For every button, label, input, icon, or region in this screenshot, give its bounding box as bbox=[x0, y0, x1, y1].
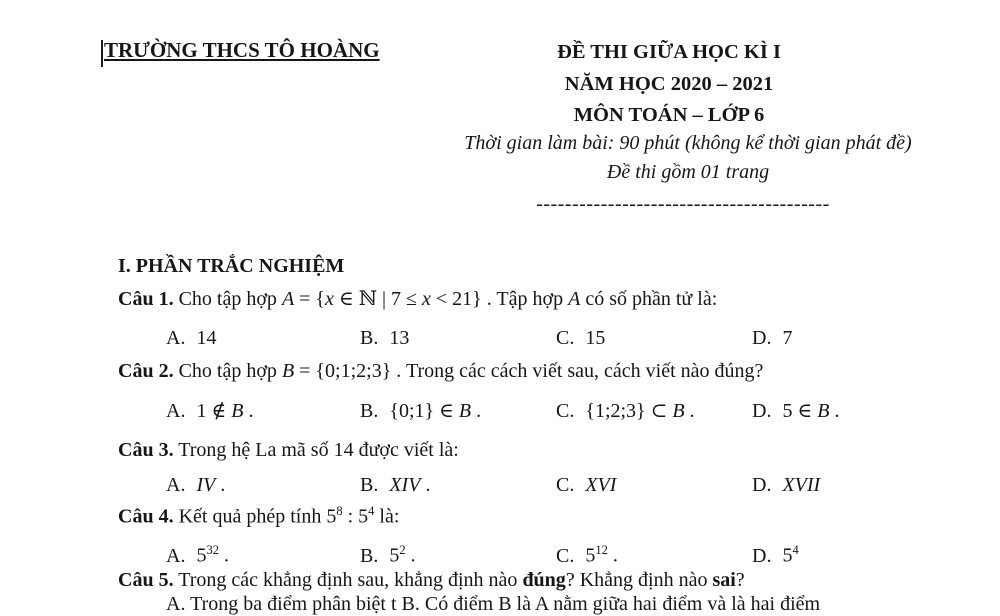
question-2-text: Câu 2. Cho tập hợp B = {0;1;2;3} . Trong các cách viết sau, cách viết nào đúng? bbox=[118, 360, 764, 382]
question-2-option-c: C. {1;2;3} ⊂ B . bbox=[556, 400, 695, 422]
question-2-option-a: A. 1 ∉ B . bbox=[166, 400, 254, 422]
question-2-option-d: D. 5 ∈ B . bbox=[752, 400, 840, 422]
school-name: TRƯỜNG THCS TÔ HOÀNG bbox=[104, 38, 380, 62]
question-5-text: Câu 5. Trong các khẳng định sau, khẳng định nào đúng? Khẳng định nào sai? bbox=[118, 569, 745, 591]
question-4-option-a: A. $5^{32}$ . bbox=[166, 543, 229, 567]
question-4-option-d: D. $5^4$ bbox=[752, 543, 799, 567]
question-3-option-c: C. XVI bbox=[556, 474, 617, 496]
exam-pages-line: Đề thi gồm 01 trang bbox=[606, 161, 770, 183]
question-3-option-b: B. XIV . bbox=[360, 474, 431, 496]
question-5-options-clipped-line: A. Trong ba điểm phân biệt t B. Có điểm B là A nằm giữa hai điểm và là hai điểm bbox=[166, 593, 821, 615]
exam-duration-line: Thời gian làm bài: 90 phút (không kể thời gian phát đề) bbox=[464, 132, 912, 154]
exam-title-line-1: ĐỀ THI GIỮA HỌC KÌ I bbox=[557, 41, 781, 63]
dashed-divider: ----------------------------------------- bbox=[536, 193, 830, 215]
section-title: I. PHẦN TRẮC NGHIỆM bbox=[118, 255, 345, 277]
question-1-option-d: D. 7 bbox=[752, 327, 793, 349]
question-2-option-b: B. {0;1} ∈ B . bbox=[360, 400, 482, 422]
question-1-option-c: C. 15 bbox=[556, 327, 606, 349]
exam-title-line-3: MÔN TOÁN – LỚP 6 bbox=[573, 104, 765, 126]
question-3-option-d: D. XVII bbox=[752, 474, 821, 496]
question-3-option-a: A. IV . bbox=[166, 474, 226, 496]
question-1-option-b: B. 13 bbox=[360, 327, 410, 349]
question-3-text: Câu 3. Trong hệ La mã số 14 được viết là: bbox=[118, 439, 459, 461]
question-4-text: Câu 4. Kết quả phép tính $5^8$ : $5^4$ là: bbox=[118, 504, 400, 528]
question-1-text: Câu 1. Cho tập hợp A = {x ∈ ℕ | 7 ≤ x < 21} . Tập hợp A có số phần tử là: bbox=[118, 288, 718, 310]
text-cursor-bar bbox=[101, 40, 103, 67]
question-1-option-a: A. 14 bbox=[166, 327, 217, 349]
question-4-option-c: C. $5^{12}$ . bbox=[556, 543, 618, 567]
question-4-option-b: B. $5^2$ . bbox=[360, 543, 416, 567]
exam-title-line-2: NĂM HỌC 2020 – 2021 bbox=[564, 73, 774, 95]
